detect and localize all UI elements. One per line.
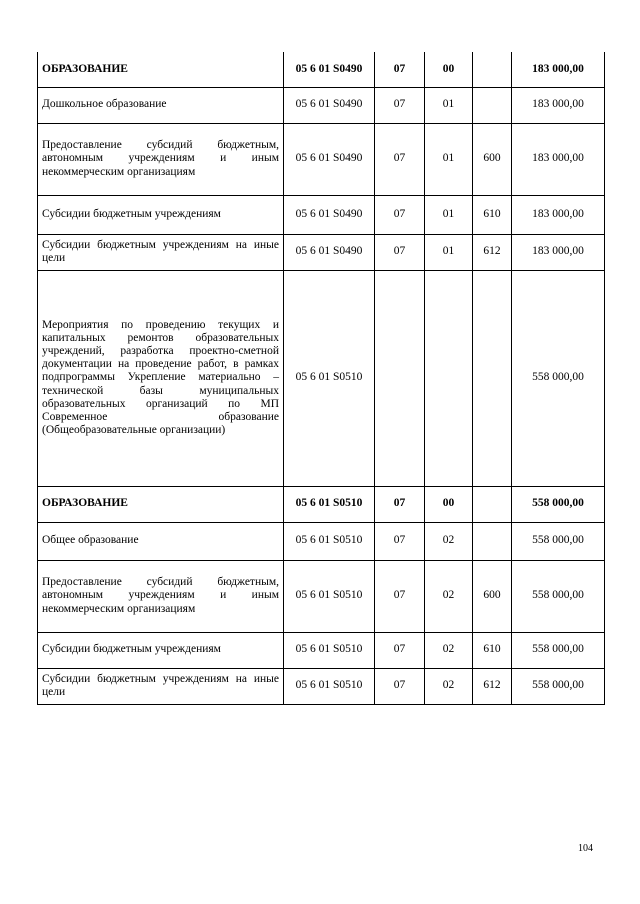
- row-amount: 183 000,00: [512, 195, 605, 234]
- table-row: [38, 123, 605, 195]
- row-target-code: 05 6 01 S0510: [284, 522, 375, 560]
- row-amount: 558 000,00: [512, 486, 605, 522]
- row-target-code: 05 6 01 S0490: [284, 195, 375, 234]
- row-expense-type: 610: [473, 632, 512, 668]
- table-row: [38, 668, 605, 704]
- row-target-code: 05 6 01 S0510: [284, 270, 375, 486]
- row-amount: 183 000,00: [512, 52, 605, 87]
- page-number: 104: [578, 843, 593, 854]
- row-expense-type: [473, 52, 512, 87]
- table-row: [38, 632, 605, 668]
- row-expense-type: 600: [473, 560, 512, 632]
- row-target-code: 05 6 01 S0510: [284, 486, 375, 522]
- table-row: [38, 87, 605, 123]
- row-target-code: 05 6 01 S0510: [284, 560, 375, 632]
- row-subsection: 01: [425, 234, 473, 270]
- row-section: 07: [375, 195, 425, 234]
- row-expense-type: 610: [473, 195, 512, 234]
- table-row: [38, 486, 605, 522]
- row-target-code: 05 6 01 S0490: [284, 123, 375, 195]
- row-name: Предоставление субсидий бюджетным, автономным учреждениям и иным некоммерческим организациям: [38, 123, 284, 195]
- row-expense-type: [473, 486, 512, 522]
- row-section: 07: [375, 632, 425, 668]
- row-subsection: 01: [425, 123, 473, 195]
- table-row: [38, 52, 605, 87]
- row-name: Предоставление субсидий бюджетным, автономным учреждениям и иным некоммерческим организациям: [38, 560, 284, 632]
- row-amount: 558 000,00: [512, 560, 605, 632]
- row-target-code: 05 6 01 S0490: [284, 87, 375, 123]
- row-subsection: 01: [425, 87, 473, 123]
- row-expense-type: 612: [473, 668, 512, 704]
- row-section: 07: [375, 486, 425, 522]
- row-expense-type: 612: [473, 234, 512, 270]
- row-amount: 183 000,00: [512, 87, 605, 123]
- row-name: Субсидии бюджетным учреждениям на иные цели: [38, 234, 284, 270]
- row-expense-type: [473, 522, 512, 560]
- row-subsection: 00: [425, 52, 473, 87]
- row-section: 07: [375, 560, 425, 632]
- row-target-code: 05 6 01 S0510: [284, 632, 375, 668]
- row-subsection: 02: [425, 560, 473, 632]
- row-expense-type: [473, 87, 512, 123]
- row-name: Субсидии бюджетным учреждениям: [38, 632, 284, 668]
- row-name: ОБРАЗОВАНИЕ: [38, 52, 284, 87]
- row-section: [375, 270, 425, 486]
- row-name: Субсидии бюджетным учреждениям: [38, 195, 284, 234]
- row-name: Мероприятия по проведению текущих и капитальных ремонтов образовательных учреждений, разработка проектно-сметной документации на проведение работ, в рамках подпрограммы Укрепление материально – технической базы муниципальных образовательных организаций по МП Современное образование (Общеобразовательные организации): [38, 270, 284, 486]
- row-subsection: 02: [425, 668, 473, 704]
- row-subsection: 02: [425, 632, 473, 668]
- row-amount: 183 000,00: [512, 123, 605, 195]
- row-target-code: 05 6 01 S0510: [284, 668, 375, 704]
- row-section: 07: [375, 668, 425, 704]
- row-expense-type: [473, 270, 512, 486]
- row-amount: 558 000,00: [512, 270, 605, 486]
- row-subsection: [425, 270, 473, 486]
- row-section: 07: [375, 123, 425, 195]
- row-name: Дошкольное образование: [38, 87, 284, 123]
- row-amount: 558 000,00: [512, 522, 605, 560]
- row-amount: 558 000,00: [512, 668, 605, 704]
- row-section: 07: [375, 52, 425, 87]
- table-row: [38, 234, 605, 270]
- row-target-code: 05 6 01 S0490: [284, 234, 375, 270]
- row-name: Субсидии бюджетным учреждениям на иные цели: [38, 668, 284, 704]
- row-section: 07: [375, 234, 425, 270]
- table-row: [38, 270, 605, 486]
- row-name: ОБРАЗОВАНИЕ: [38, 486, 284, 522]
- row-section: 07: [375, 87, 425, 123]
- table-row: [38, 522, 605, 560]
- row-subsection: 02: [425, 522, 473, 560]
- row-expense-type: 600: [473, 123, 512, 195]
- row-amount: 558 000,00: [512, 632, 605, 668]
- budget-table: [37, 52, 605, 705]
- table-row: [38, 560, 605, 632]
- row-section: 07: [375, 522, 425, 560]
- row-subsection: 00: [425, 486, 473, 522]
- row-subsection: 01: [425, 195, 473, 234]
- table-row: [38, 195, 605, 234]
- row-target-code: 05 6 01 S0490: [284, 52, 375, 87]
- row-name: Общее образование: [38, 522, 284, 560]
- row-amount: 183 000,00: [512, 234, 605, 270]
